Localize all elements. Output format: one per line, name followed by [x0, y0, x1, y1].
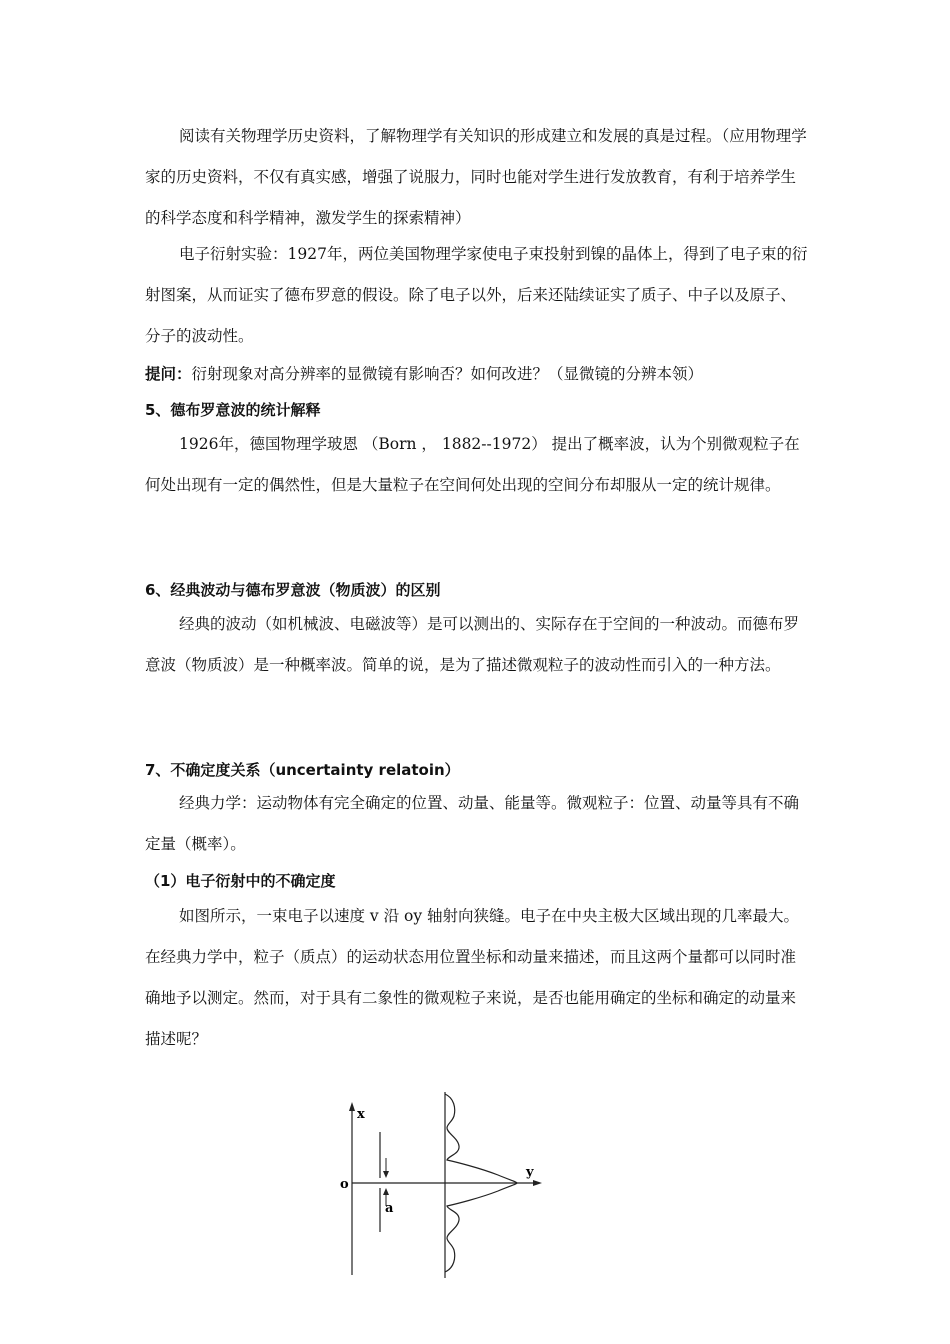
slit-width-label: a: [385, 1201, 394, 1216]
heading-section-5: 5、德布罗意波的统计解释: [145, 401, 321, 419]
question-line: [145, 363, 825, 385]
heading-subsection-1: （1）电子衍射中的不确定度: [145, 872, 336, 890]
paragraph-electron-diffraction: 电子衍射实验：1927年，两位美国物理学家使电子束投射到镍的晶体上，得到了电子束的衍射图案，从而证实了德布罗意的假设。除了电子以外，后来还陆续证实了质子、中子以及原子、分子的波动性。: [145, 245, 808, 345]
paragraph-uncertainty-figure: 如图所示，一束电子以速度 v 沿 oy 轴射向狭缝。电子在中央主极大区域出现的几率最大。在经典力学中，粒子（质点）的运动状态用位置坐标和动量来描述，而且这两个量都可以同时准确地予以测定。然而，对于具有二象性的微观粒子来说，是否也能用确定的坐标和确定的动量来描述呢？: [145, 907, 800, 1048]
paragraph-born: 1926年，德国物理学玻恩 （Born ， 1882--1972） 提出了概率波，认为个别微观粒子在何处出现有一定的偶然性，但是大量粒子在空间何处出现的空间分布却服从一定的统计规律。: [145, 435, 800, 494]
question-label: 提问：: [145, 365, 192, 383]
origin-label: o: [340, 1177, 349, 1192]
heading-section-6: 6、经典波动与德布罗意波（物质波）的区别: [145, 581, 441, 599]
paragraph-history: 阅读有关物理学历史资料，了解物理学有关知识的形成建立和发展的真是过程。（应用物理学家的历史资料，不仅有真实感，增强了说服力，同时也能对学生进行发放教育，有利于培养学生的科学态度和科学精神，激发学生的探索精神）: [145, 127, 807, 227]
diffraction-figure: [330, 1080, 560, 1285]
y-axis-label: y: [526, 1165, 534, 1180]
x-axis-arrow: [349, 1102, 355, 1111]
paragraph-classical-mechanics: 经典力学：运动物体有完全确定的位置、动量、能量等。微观粒子：位置、动量等具有不确定量（概率）。: [145, 794, 800, 853]
x-axis-label: x: [357, 1107, 365, 1122]
y-axis-arrow: [533, 1180, 542, 1186]
question-text: 衍射现象对高分辨率的显微镜有影响否？如何改进？（显微镜的分辨本领）: [191, 365, 704, 383]
heading-section-7: 7、不确定度关系（uncertainty relatoin）: [145, 761, 460, 779]
diffraction-diagram: [330, 1080, 560, 1285]
paragraph-classical-wave: 经典的波动（如机械波、电磁波等）是可以测出的、实际存在于空间的一种波动。而德布罗意波（物质波）是一种概率波。简单的说，是为了描述微观粒子的波动性而引入的一种方法。: [145, 615, 800, 674]
